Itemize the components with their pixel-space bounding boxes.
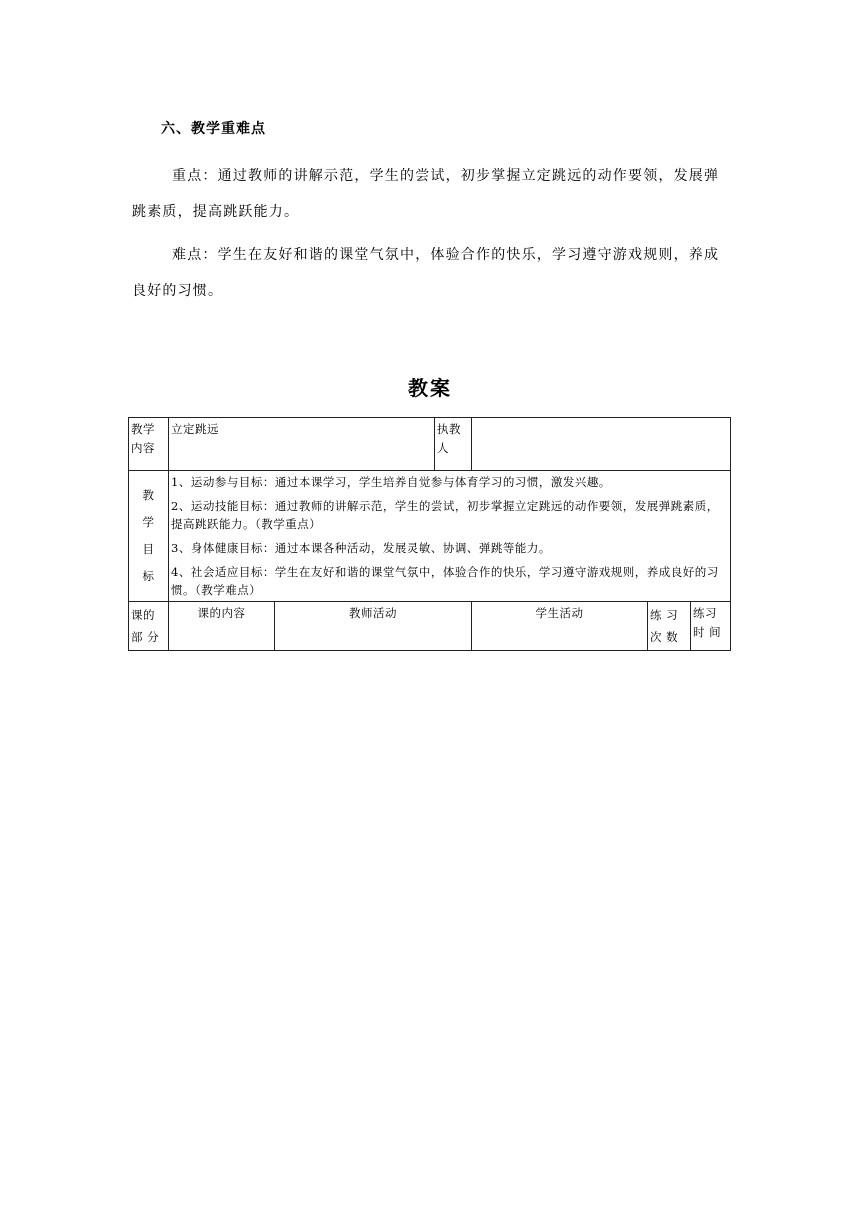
col-practice-time: 练习时 间 — [691, 602, 731, 651]
key-point-paragraph: 重点：通过教师的讲解示范，学生的尝试，初步掌握立定跳远的动作要领，发展弹跳素质，提高跳跃能力。 — [132, 168, 720, 220]
goals-label — [129, 471, 169, 602]
goals-row — [129, 471, 731, 602]
goals-label-text: 教 学 目 标 — [142, 488, 155, 583]
goal-item: 3、身体健康目标：通过本课各种活动，发展灵敏、协调、弹跳等能力。 — [171, 541, 551, 555]
col-part: 课的部 分 — [129, 602, 169, 651]
col-content: 课的内容 — [169, 602, 275, 651]
lesson-plan-table — [128, 417, 731, 651]
teacher-value — [472, 418, 731, 471]
teacher-label: 执教人 — [435, 418, 472, 471]
section-heading: 六、教学重难点 — [161, 121, 266, 137]
difficult-point-paragraph: 难点：学生在友好和谐的课堂气氛中，体验合作的快乐，学习遵守游戏规则，养成良好的习惯。 — [132, 247, 720, 299]
goal-item: 2、运动技能目标：通过教师的讲解示范，学生的尝试，初步掌握立定跳远的动作要领，发展弹跳素质，提高跳跃能力。（教学重点） — [171, 499, 719, 531]
col-practice-count: 练 习次 数 — [648, 602, 691, 651]
goal-item: 4、社会适应目标：学生在友好和谐的课堂气氛中，体验合作的快乐，学习遵守游戏规则，养成良好的习惯。（教学难点） — [171, 565, 719, 597]
content-row — [129, 418, 731, 471]
col-teacher-activity: 教师活动 — [275, 602, 472, 651]
column-header-row — [129, 602, 731, 651]
content-value: 立定跳远 — [169, 418, 435, 471]
col-student-activity: 学生活动 — [472, 602, 648, 651]
lesson-plan-title: 教案 — [408, 376, 452, 400]
goals-cell — [169, 471, 731, 602]
content-label: 教学内容 — [129, 418, 169, 471]
goal-item: 1、运动参与目标：通过本课学习，学生培养自觉参与体育学习的习惯，激发兴趣。 — [171, 475, 611, 489]
